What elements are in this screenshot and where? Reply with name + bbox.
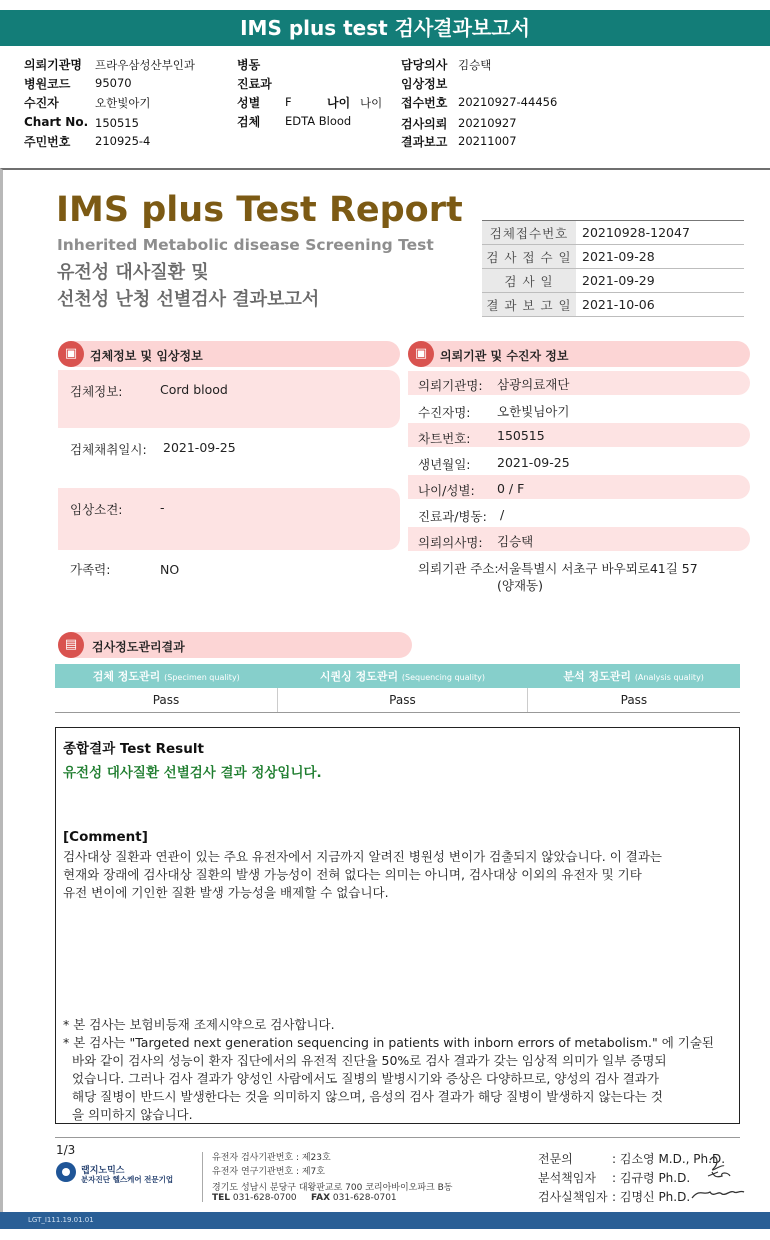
company-tagline: 분자진단 헬스케어 전문기업 <box>81 1175 174 1184</box>
fax-label: FAX <box>310 1193 331 1203</box>
age-value: 나이 <box>360 96 383 110</box>
patient-field-value: / <box>500 507 505 522</box>
ward-label: 병동 <box>237 58 261 72</box>
meta-label: 결 과 보 고 일 <box>482 293 576 317</box>
tel-number: 031-628-0700 <box>232 1193 297 1203</box>
sex-label: 성별 <box>237 96 261 110</box>
comment-body <box>63 848 735 902</box>
report-subtitle-ko-2: 선천성 난청 선별검사 결과보고서 <box>57 289 320 310</box>
meta-label: 검 사 접 수 일 <box>482 245 576 269</box>
signer-value: : 김명신 Ph.D. <box>612 1190 691 1204</box>
meta-value: 2021-09-29 <box>576 269 744 293</box>
patient-field-value: 삼광의료재단 <box>497 377 570 392</box>
clinical-findings-value: - <box>160 500 165 515</box>
qc-table <box>55 664 740 713</box>
report-subtitle-ko-1: 유전성 대사질환 및 <box>57 262 209 283</box>
lock-icon: ▣ <box>408 341 434 367</box>
patient-value: 오한빛아기 <box>95 96 151 110</box>
result-summary: 유전성 대사질환 선별검사 결과 정상입니다. <box>63 765 322 781</box>
doctor-value: 김승택 <box>458 58 492 72</box>
registration-1: 유전자 검사기관번호 : 제23호 <box>212 1153 331 1163</box>
note-line: * 본 검사는 보험비등재 조제시약으로 검사합니다. <box>63 1017 335 1032</box>
footer-code-bar: LGT_I111.19.01.01 <box>0 1212 770 1229</box>
patient-field-label: 차트번호: <box>418 431 471 446</box>
lock-icon: ▣ <box>58 341 84 367</box>
note-line: 었습니다. 그러나 검사 결과가 양성인 사람에서도 질병의 발병시기와 증상은 다양하므로, 양성의 검사 결과가 <box>72 1071 659 1086</box>
clinical-info-label: 임상정보 <box>401 77 448 91</box>
meta-label: 검체접수번호 <box>482 221 576 245</box>
specimen-info-label: 검체정보: <box>70 384 123 399</box>
qc-section-title: 검사정도관리결과 <box>92 640 185 654</box>
signatures-image <box>690 1146 750 1208</box>
report-meta-table <box>482 220 744 317</box>
company-logo-icon <box>56 1162 76 1182</box>
footer-divider <box>55 1137 740 1138</box>
patient-field-label: 생년월일: <box>418 457 471 472</box>
qc-header-sequencing <box>278 664 528 688</box>
report-header-bar: IMS plus test 검사결과보고서 <box>0 10 770 46</box>
signer-value: : 김규령 Ph.D. <box>612 1171 691 1185</box>
footer-separator <box>202 1152 203 1202</box>
patient-field-label: 의뢰기관명: <box>418 378 483 393</box>
patient-field-value: 0 / F <box>497 481 525 496</box>
receipt-no-label: 접수번호 <box>401 96 448 110</box>
notes <box>63 1016 735 1124</box>
dept-label: 진료과 <box>237 77 272 91</box>
clinical-row-bg <box>58 488 400 550</box>
signer-label: 분석책임자 <box>538 1171 596 1185</box>
comment-line: 유전 변이에 기인한 질환 발생 가능성을 배제할 수 없습니다. <box>63 885 389 900</box>
hospital-code-value: 95070 <box>95 76 132 90</box>
chart-no-value: 150515 <box>95 116 139 130</box>
meta-value: 2021-10-06 <box>576 293 744 317</box>
specimen-section-title: 검체정보 및 임상정보 <box>90 349 203 363</box>
qc-header-analysis <box>527 664 740 688</box>
contact-line <box>212 1193 397 1203</box>
company-name: 랩지노믹스 <box>81 1166 125 1176</box>
specimen-value: EDTA Blood <box>285 114 352 128</box>
patient-field-value: 김승택 <box>497 534 534 549</box>
qc-header-ko: 분석 정도관리 <box>563 670 631 683</box>
qc-header-en: (Analysis quality) <box>634 673 704 682</box>
patient-section-title: 의뢰기관 및 수진자 정보 <box>440 349 569 363</box>
hospital-label: 의뢰기관명 <box>24 58 82 72</box>
chart-no-label: Chart No. <box>24 115 89 129</box>
address-label: 의뢰기관 주소: <box>418 561 499 576</box>
report-date-label: 결과보고 <box>401 135 448 149</box>
clinical-findings-label: 임상소견: <box>70 502 123 517</box>
signer-value: : 김소영 M.D., Ph.D. <box>612 1152 726 1166</box>
qc-header-en: (Specimen quality) <box>164 673 240 682</box>
qc-value-sequencing: Pass <box>278 688 528 712</box>
rrn-value: 210925-4 <box>95 134 151 148</box>
doctor-label: 담당의사 <box>401 58 448 72</box>
address-line1: 서울특별시 서초구 바우뫼로41길 57 <box>497 561 698 576</box>
signer-label: 전문의 <box>538 1152 573 1166</box>
receipt-no-value: 20210927-44456 <box>458 95 558 109</box>
qc-header-ko: 시퀀싱 정도관리 <box>319 670 399 683</box>
patient-field-value: 2021-09-25 <box>497 455 570 470</box>
note-line: * 본 검사는 "Targeted next generation sequencing in patients with inborn errors of metabolism." 에 기술된 <box>63 1035 714 1050</box>
hospital-code-label: 병원코드 <box>24 77 71 91</box>
rrn-label: 주민번호 <box>24 135 71 149</box>
registration-2: 유전자 연구기관번호 : 제7호 <box>212 1167 325 1177</box>
clipboard-icon: ▤ <box>58 632 84 658</box>
note-line: 해당 질병이 반드시 발생한다는 것을 의미하지 않으며, 음성의 검사 결과가 해당 질병이 발생하지 않는다는 것 <box>72 1089 663 1104</box>
note-line: 바와 같이 검사의 성능이 환자 집단에서의 유전적 진단율 50%로 검사 결과가 갖는 임상적 의미가 일부 증명되 <box>72 1053 667 1068</box>
sex-value: F <box>285 95 292 109</box>
family-history-value: NO <box>160 562 180 577</box>
qc-header-ko: 검체 정도관리 <box>92 670 161 683</box>
address-line2: (양재동) <box>497 578 543 593</box>
collect-date-value: 2021-09-25 <box>163 440 236 455</box>
meta-value: 2021-09-28 <box>576 245 744 269</box>
report-subtitle-en: Inherited Metabolic disease Screening Test <box>57 236 434 254</box>
logo-dot <box>62 1168 70 1176</box>
comment-title: [Comment] <box>63 829 148 845</box>
note-line: 을 의미하지 않습니다. <box>72 1107 193 1122</box>
tel-label: TEL <box>212 1193 231 1203</box>
specimen-info-value: Cord blood <box>160 382 228 397</box>
signer-label: 검사실책임자 <box>538 1190 608 1204</box>
family-history-label: 가족력: <box>70 562 111 577</box>
request-date-label: 검사의뢰 <box>401 117 448 131</box>
report-title: IMS plus Test Report <box>56 190 463 230</box>
hospital-value: 프라우삼성산부인과 <box>95 58 195 72</box>
comment-line: 검사대상 질환과 연관이 있는 주요 유전자에서 지금까지 알려진 병원성 변이가 검출되지 않았습니다. 이 결과는 <box>63 849 663 864</box>
patient-label: 수진자 <box>24 96 59 110</box>
meta-label: 검 사 일 <box>482 269 576 293</box>
collect-date-label: 검체채취일시: <box>70 442 147 457</box>
request-date-value: 20210927 <box>458 116 517 130</box>
patient-field-label: 수진자명: <box>418 405 471 420</box>
page-number: 1/3 <box>56 1143 76 1157</box>
qc-header-en: (Sequencing quality) <box>401 673 485 682</box>
company-address: 경기도 성남시 분당구 대왕판교로 700 코리아바이오파크 B동 <box>212 1183 453 1193</box>
qc-value-specimen: Pass <box>55 688 278 712</box>
patient-field-label: 진료과/병동: <box>418 509 487 524</box>
report-date-value: 20211007 <box>458 134 517 148</box>
comment-line: 현재와 장래에 검사대상 질환의 발생 가능성이 전혀 없다는 의미는 아니며, 검사대상 이외의 유전자 및 기타 <box>63 867 642 882</box>
age-label: 나이 <box>327 96 351 110</box>
specimen-label: 검체 <box>237 115 261 129</box>
patient-field-label: 의뢰의사명: <box>418 535 483 550</box>
patient-field-value: 150515 <box>497 428 545 443</box>
patient-field-value: 오한빛님아기 <box>497 404 570 419</box>
fax-number: 031-628-0701 <box>332 1193 397 1203</box>
meta-value: 20210928-12047 <box>576 221 744 245</box>
qc-value-analysis: Pass <box>527 688 740 712</box>
qc-header-specimen <box>55 664 278 688</box>
patient-field-label: 나이/성별: <box>418 483 475 498</box>
result-title: 종합결과 Test Result <box>63 741 204 757</box>
